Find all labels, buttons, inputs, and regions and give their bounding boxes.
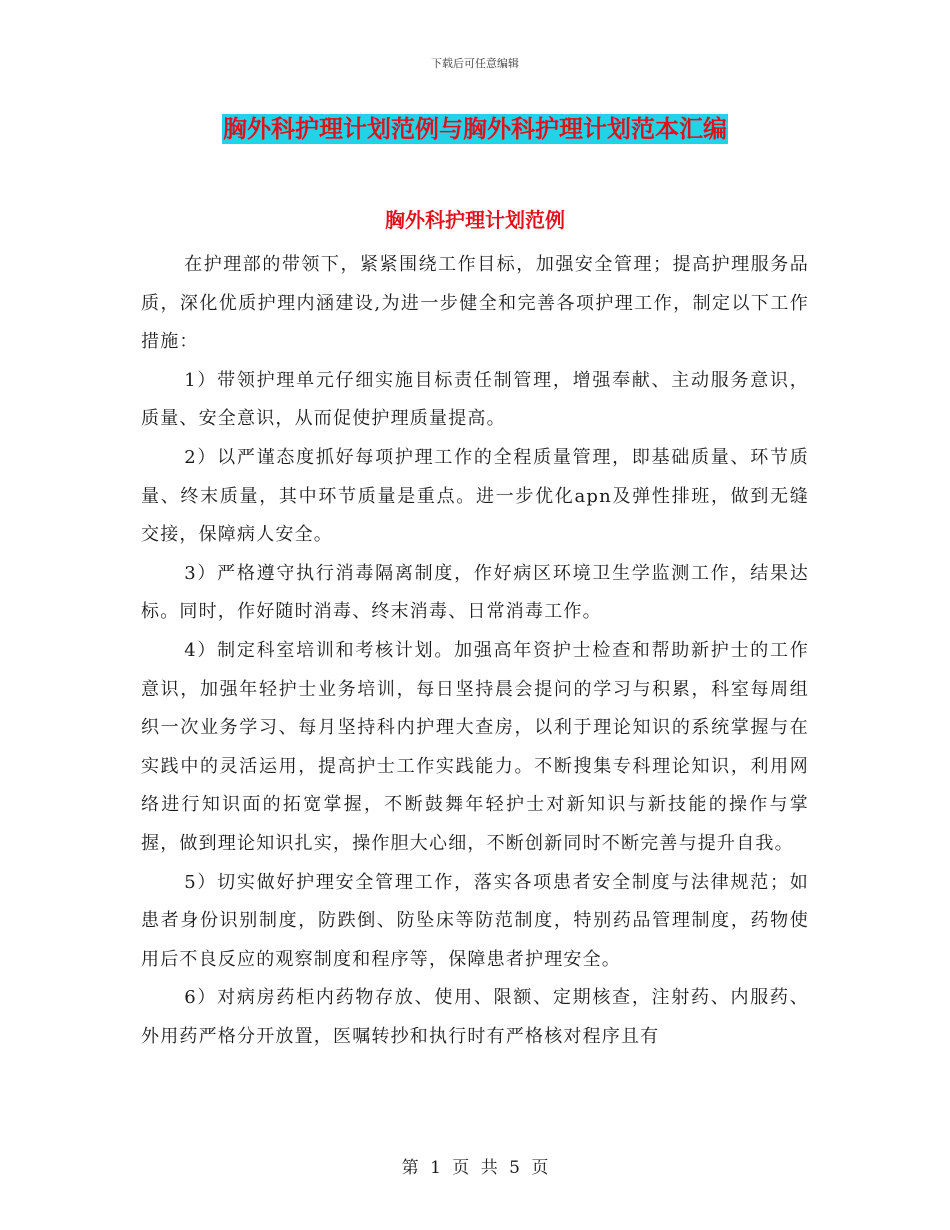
paragraph-item-1: 1）带领护理单元仔细实施目标责任制管理，增强奉献、主动服务意识，质量、安全意识，从而促使护理质量提高。 — [141, 369, 809, 430]
document-title: 胸外科护理计划范例与胸外科护理计划范本汇编 — [223, 114, 727, 143]
header-note: 下载后可任意编辑 — [431, 57, 519, 70]
page-footer: 第 1 页 共 5 页 — [401, 1158, 549, 1178]
section-title: 胸外科护理计划范例 — [385, 208, 565, 232]
paragraph-item-5: 5）切实做好护理安全管理工作，落实各项患者安全制度与法律规范；如患者身份识别制度，防跌倒、防坠床等防范制度，特别药品管理制度，药物使用后不良反应的观察制度和程序等，保障患者护理安全。 — [141, 871, 809, 970]
document-title-container — [222, 114, 728, 144]
paragraph-intro: 在护理部的带领下，紧紧围绕工作目标，加强安全管理；提高护理服务品质，深化优质护理内涵建设,为进一步健全和完善各项护理工作，制定以下工作措施： — [141, 254, 809, 353]
body-text — [141, 246, 809, 1056]
paragraph-item-6: 6）对病房药柜内药物存放、使用、限额、定期核查，注射药、内服药、外用药严格分开放置，医嘱转抄和执行时有严格核对程序且有 — [141, 987, 809, 1047]
paragraph-item-4: 4）制定科室培训和考核计划。加强高年资护士检查和帮助新护士的工作意识，加强年轻护士业务培训，每日坚持晨会提问的学习与积累，科室每周组织一次业务学习、每月坚持科内护理大查房，以利于理论知识的系统掌握与在实践中的灵活运用，提高护士工作实践能力。不断搜集专科理论知识，利用网络进行知识面的拓宽掌握，不断鼓舞年轻护士对新知识与新技能的操作与掌握，做到理论知识扎实，操作胆大心细，不断创新同时不断完善与提升自我。 — [141, 639, 809, 854]
paragraph-item-2: 2）以严谨态度抓好每项护理工作的全程质量管理，即基础质量、环节质量、终末质量，其中环节质量是重点。进一步优化apn及弹性排班，做到无缝交接，保障病人安全。 — [141, 446, 809, 546]
paragraph-item-3: 3）严格遵守执行消毒隔离制度，作好病区环境卫生学监测工作，结果达标。同时，作好随时消毒、终末消毒、日常消毒工作。 — [141, 562, 809, 623]
